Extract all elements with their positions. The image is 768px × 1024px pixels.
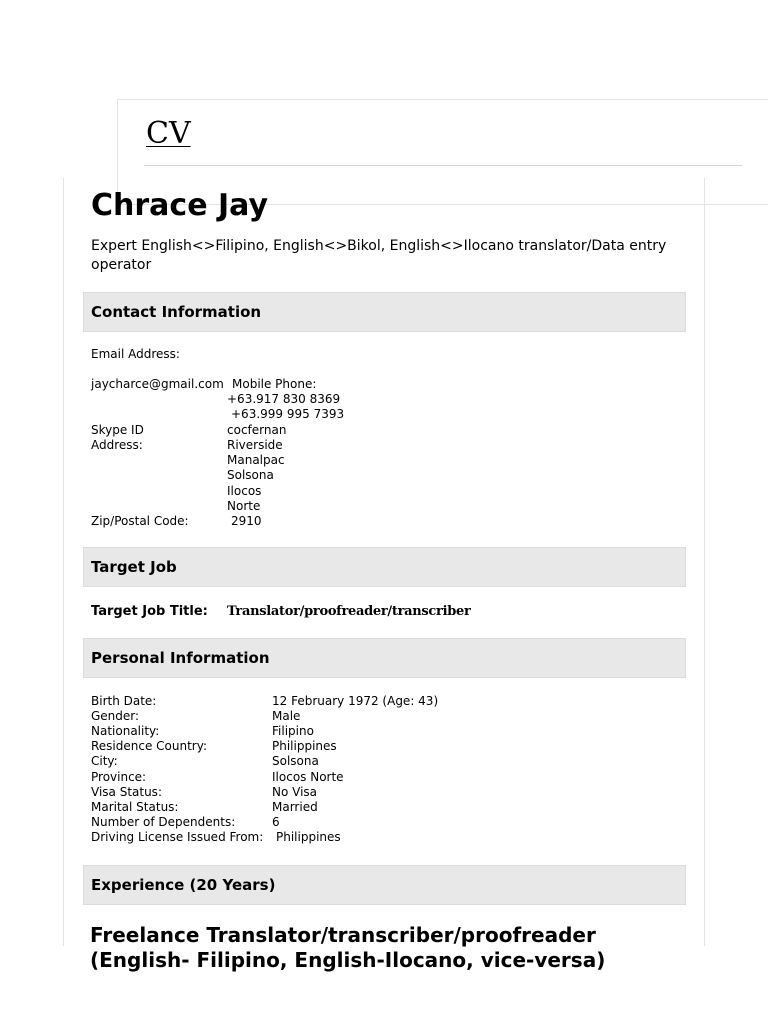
section-contact-information — [83, 292, 686, 332]
skype-label: Skype ID — [91, 423, 144, 437]
province-label: Province: — [91, 770, 147, 784]
mobile-number-2: +63.999 995 7393 — [231, 407, 345, 421]
section-experience — [83, 865, 686, 905]
address-line: Riverside — [227, 438, 283, 452]
dependents-value: 6 — [272, 815, 280, 829]
birth-date-label: Birth Date: — [91, 694, 157, 708]
address-line: Solsona — [227, 468, 274, 482]
city-value: Solsona — [272, 754, 319, 768]
section-heading: Contact Information — [91, 303, 262, 321]
birth-date-value: 12 February 1972 (Age: 43) — [272, 694, 439, 708]
province-value: Ilocos Norte — [272, 770, 344, 784]
section-heading: Target Job — [91, 558, 177, 576]
address-line: Ilocos — [227, 484, 262, 498]
section-personal-information — [83, 638, 686, 678]
cv-title: CV — [146, 116, 191, 151]
gender-value: Male — [272, 709, 301, 723]
mobile-number-1: +63.917 830 8369 — [227, 392, 341, 406]
dependents-label: Number of Dependents: — [91, 815, 236, 829]
section-target-job — [83, 547, 686, 587]
target-job-title-value: Translator/proofreader/transcriber — [227, 604, 471, 619]
visa-status-value: No Visa — [272, 785, 318, 799]
city-label: City: — [91, 754, 118, 768]
gender-label: Gender: — [91, 709, 140, 723]
section-heading: Personal Information — [91, 649, 270, 667]
section-heading: Experience (20 Years) — [91, 876, 276, 894]
marital-status-value: Married — [272, 800, 318, 814]
visa-status-label: Visa Status: — [91, 785, 162, 799]
license-label: Driving License Issued From: — [91, 830, 264, 844]
mobile-label: Mobile Phone: — [232, 377, 317, 391]
skype-value: cocfernan — [227, 423, 287, 437]
resume-page — [63, 178, 705, 946]
email-value[interactable]: jaycharce@gmail.com — [91, 377, 224, 391]
marital-status-label: Marital Status: — [91, 800, 179, 814]
email-label: Email Address: — [91, 347, 180, 361]
zip-value: 2910 — [231, 514, 262, 528]
nationality-label: Nationality: — [91, 724, 160, 738]
zip-label: Zip/Postal Code: — [91, 514, 189, 528]
address-line: Manalpac — [227, 453, 285, 467]
residence-country-label: Residence Country: — [91, 739, 208, 753]
residence-country-value: Philippines — [272, 739, 337, 753]
license-value: Philippines — [276, 830, 341, 844]
address-line: Norte — [227, 499, 261, 513]
target-job-title-label: Target Job Title: — [91, 604, 208, 619]
candidate-headline: Expert English<>Filipino, English<>Bikol, English<>Ilocano translator/Data entry operator — [91, 238, 667, 273]
candidate-name: Chrace Jay — [91, 188, 269, 223]
address-label: Address: — [91, 438, 143, 452]
header-divider — [144, 165, 742, 166]
experience-job-title: Freelance Translator/transcriber/proofreader (English- Filipino, English-Ilocano, vice-versa) — [90, 923, 606, 972]
nationality-value: Filipino — [272, 724, 314, 738]
